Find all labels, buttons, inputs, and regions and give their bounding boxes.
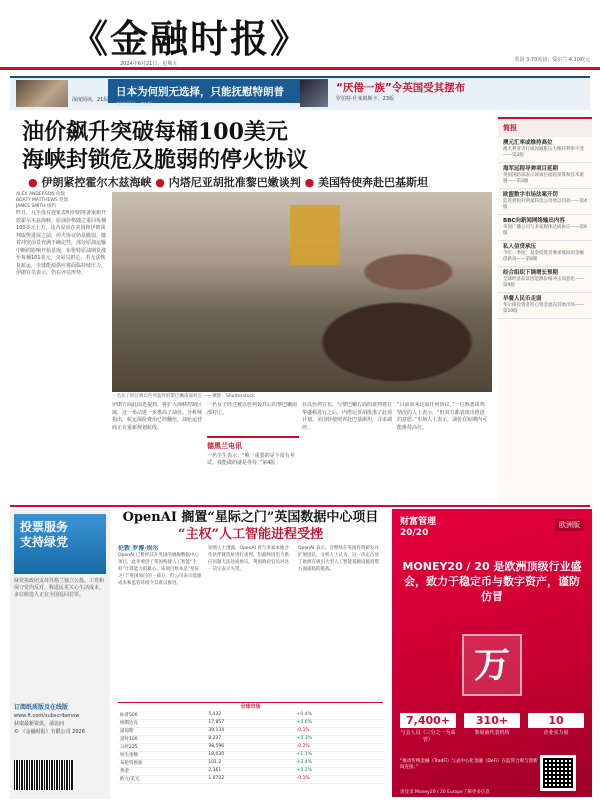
- excavator-shape: [290, 205, 340, 265]
- openai-col-3: OpenAI 表示，会继续在英国投资研发并扩展团队。分析人士认为，这一决定凸显了欧洲在吸引大型人工智能基础设施投资方面面临的挑战。: [298, 546, 379, 572]
- table-row: [118, 720, 383, 728]
- teaser-photo-2: [300, 80, 328, 107]
- table-cell: 38,596: [208, 744, 225, 749]
- table-row: [118, 760, 383, 768]
- briefing-item[interactable]: 早餐人民币走弱 华尔街投资者担心资金流向其他市场——第10版: [498, 293, 592, 319]
- table-cell: 17,857: [208, 720, 225, 725]
- table-row: [118, 728, 383, 736]
- briefing-item[interactable]: 经合组织下调增长预期 全球经济前景因能源价格冲击而恶化——第9版: [498, 267, 592, 293]
- subscribe-heading: 订阅纸质版及在线版: [14, 704, 69, 711]
- lead-subhead: [28, 174, 428, 190]
- table-cell: 欧元/美元: [120, 777, 140, 782]
- table-cell: 道琼斯: [120, 729, 134, 734]
- lead-body-col5: “目前尚未达成任何协议，”一位熟悉谈判情况的人士表示，“但双方都表现出推进的意愿。”市场人士表示，油价在短期内可能维持高位。: [397, 402, 488, 431]
- openai-headline-line-1: OpenAI 搁置“星际之门”英国数据中心项目: [122, 510, 379, 525]
- wan-glyph-icon: 万: [462, 634, 522, 696]
- table-cell: 1.0702: [208, 776, 225, 781]
- money2020-ad[interactable]: [392, 509, 592, 797]
- table-row: [118, 712, 383, 720]
- teaser-box-headline: 日本为何别无选择，只能抚慰特朗普: [116, 86, 284, 98]
- teaser-right-headline[interactable]: “厌倦一族”令英国受其摆布: [336, 82, 466, 94]
- table-cell: +3.4%: [296, 760, 312, 765]
- bullet-icon: ●: [304, 176, 315, 189]
- table-cell: 富时100: [120, 737, 138, 742]
- table-row: [118, 752, 383, 760]
- copyright-text: © 《金融时报》有限公司 2026: [14, 729, 85, 735]
- vote-green-ad[interactable]: 投票服务 支持绿党: [14, 514, 106, 574]
- table-cell: 18,030: [208, 752, 225, 757]
- ad-stat: 7,400+ 与会人员（三分之一为高管）: [400, 714, 456, 743]
- teaser-photo: [16, 80, 68, 107]
- lead-sub-1: 伊朗紧控霍尔木兹海峡: [41, 176, 152, 189]
- section-divider: [10, 505, 590, 507]
- ad-brand: 财富管理 20/20: [400, 517, 437, 538]
- ad-stat: 10 企业实力展: [528, 713, 584, 744]
- table-cell: 布伦特原油: [120, 761, 143, 766]
- lead-headline-line-1: 油价飙升突破每桶100美元: [22, 119, 288, 145]
- table-cell: +0.3%: [296, 736, 312, 741]
- lead-body-col2: 伊朗方面此前还提到，将扩大海峡控制区域，这一举动进一步推高了油价。分析师指出，航运保险费用已经翻倍，油轮运营商正在重新规划航线。: [112, 402, 203, 431]
- subscription-info: [14, 704, 106, 736]
- openai-headline[interactable]: [118, 509, 383, 543]
- ad-stat: 310+ 参展商代表机构: [464, 713, 520, 744]
- lead-headline-line-2: 海峡封锁危及脆弱的停火协议: [22, 147, 309, 173]
- table-cell: +0.6%: [296, 720, 312, 725]
- table-cell: 恒生指数: [120, 753, 138, 758]
- tehran-box-title: 德黑兰电讯: [207, 442, 242, 450]
- table-cell: 标普500: [120, 713, 138, 718]
- table-cell: +1.1%: [296, 752, 312, 757]
- bullet-icon: ●: [28, 176, 38, 189]
- openai-col-2: 知情人士透露，OpenAI 曾与多家本地合作伙伴就选址进行谈判，但最终因电力供应问题无法达成协议。英国政府官员对这一决定表示失望。: [208, 546, 289, 572]
- table-cell: 8,237: [208, 736, 222, 741]
- table-row: [118, 768, 383, 776]
- tehran-box[interactable]: [207, 436, 299, 492]
- table-cell: 39,134: [208, 728, 225, 733]
- briefing-item[interactable]: BBC向新闻网络输出内容 英国广播公司与多家媒体达成协议——第6版: [498, 215, 592, 241]
- masthead-date: 2024年6月21日，星期五: [120, 61, 178, 67]
- lead-body-col1: 昨日，几乎没有迹象表明伊朗准备重新开放霍尔木兹海峡，原油价格随之重回每桶100美元上方，这凸显出在美国和伊朗谈判取得进展之前，停火协议仍显脆弱。随着冲突前景充满不确定性，部分原油运输中断的影响开始显现，布伦特原油期货涨至每桶101美元。交易员担心，若无法恢复航运，全球能源供应将面临持续压力。伊朗官员表示，仍在评估形势。: [16, 210, 106, 276]
- briefing-item[interactable]: 海军远程导弹项目延期 英国国防部表示该项目面临预算和技术难题——第3版: [498, 163, 592, 189]
- openai-byline: 伦敦 罗博·埃尔: [118, 545, 159, 552]
- qr-code-icon[interactable]: [540, 755, 576, 791]
- bullet-icon: ●: [155, 176, 165, 189]
- teaser-left-caption: 深度阅读，21版: [72, 97, 109, 103]
- openai-col-1: [118, 545, 203, 700]
- lead-body-col3: 一名女子经过被以色列轰炸后的黎巴嫩南部村庄。: [207, 402, 298, 416]
- lead-byline: ALEX ANDERSON 伦敦 BOATY MATTHEWS 伦敦 JAMES SMITH 纽约: [16, 192, 69, 209]
- table-cell: +0.2%: [296, 768, 312, 773]
- masthead-title: 《金融时报》: [70, 16, 311, 61]
- subscribe-link[interactable]: www.ft.com/subscribenow: [14, 713, 80, 719]
- table-row: [118, 736, 383, 744]
- ad-stats: [400, 713, 584, 744]
- table-cell: 日经225: [120, 745, 138, 750]
- briefing-item[interactable]: 澳元汇率或维持高位 澳大利亚央行或因通胀压力维持利率不变——第2版: [498, 137, 592, 163]
- openai-body: [118, 545, 383, 700]
- table-cell: 黄金: [120, 769, 129, 774]
- table-row: [118, 776, 383, 784]
- table-row: [118, 744, 383, 752]
- ad-headline: MONEY20 / 20 是欧洲顶级行业盛会，致力于稳定币与数字资产，谨防仿冒: [402, 560, 582, 603]
- masthead-price: 英国 3.70英镑；爱尔兰 4.10欧元: [514, 57, 590, 63]
- lead-sub-2: 内塔尼亚胡批准黎巴嫩谈判: [168, 176, 301, 189]
- barcode-icon: [14, 760, 74, 790]
- markets-table: [118, 712, 383, 794]
- lead-sub-3: 美国特使奔赴巴基斯坦: [318, 176, 429, 189]
- table-cell: 纳斯达克: [120, 721, 138, 726]
- teaser-right-sub: 罗伯特·什莱姆斯卡，23版: [336, 96, 394, 102]
- ad-url[interactable]: 请登录 Money20 / 20 Europe了解更多信息: [400, 790, 490, 795]
- lead-body-col4: 在以色列宣布，与黎巴嫩方面的谈判将在华盛顿进行之后，内塔尼亚胡批准了此项计划。美国特使则奔赴巴基斯坦，寻求调停。: [302, 402, 393, 431]
- table-cell: -0.1%: [296, 728, 310, 733]
- left-notes: 绿党执政团支持苏格兰独立公投。工党和保守党均反对，称选民更关心生活成本。多位候选人正在全国巡回拉票。: [14, 578, 105, 598]
- briefing-item[interactable]: 欧盟数字市场法案开罚 监管机构对两家科技公司处以罚款——第4版: [498, 189, 592, 215]
- briefing-title: 简报: [498, 119, 592, 137]
- lead-photo-caption: 一名女子经过被以色列轰炸的黎巴嫩南部村庄 ——摄影：Shutterstock: [112, 394, 255, 399]
- openai-col-1-text: OpenAI 已暂停其在英国的旗舰数据中心项目，此举重创了英国构建人工智能“主权”计算能力的雄心。该项目原本是“星际之门”英国项目的一部分，但公司表示能源成本和监管环境令其难以推进。: [118, 553, 202, 586]
- table-cell: -0.1%: [296, 776, 310, 781]
- lead-headline[interactable]: [22, 118, 308, 174]
- table-cell: 101.2: [208, 760, 222, 765]
- contact-text: 获取最新资讯，请访问: [14, 721, 65, 727]
- teaser-box[interactable]: [108, 79, 328, 108]
- briefing-sidebar: [498, 117, 592, 505]
- ad-footer: “推动传统金融（TradFi）与去中心化金融（DeFi）在监管合规与创新间连接。”: [400, 759, 538, 770]
- openai-headline-line-2: “主权”人工智能进程受挫: [178, 527, 323, 542]
- markets-title: 全球市场: [118, 702, 383, 710]
- tehran-box-body: 一名学生表示：“唯一重要的是下周有考试。我能做的就是等待。”第4版: [207, 453, 295, 466]
- table-cell: -0.2%: [296, 744, 310, 749]
- table-cell: +0.4%: [296, 712, 312, 717]
- ad-edition-badge: 欧洲版: [555, 519, 584, 531]
- table-cell: 5,432: [208, 712, 222, 717]
- teaser-box-sub: 深度阅读，21版: [116, 102, 153, 108]
- briefing-item[interactable]: 私人信贷承压 今年一季度，基金投资者要求赎回的金额创新高——第8版: [498, 241, 592, 267]
- table-cell: 2,361: [208, 768, 222, 773]
